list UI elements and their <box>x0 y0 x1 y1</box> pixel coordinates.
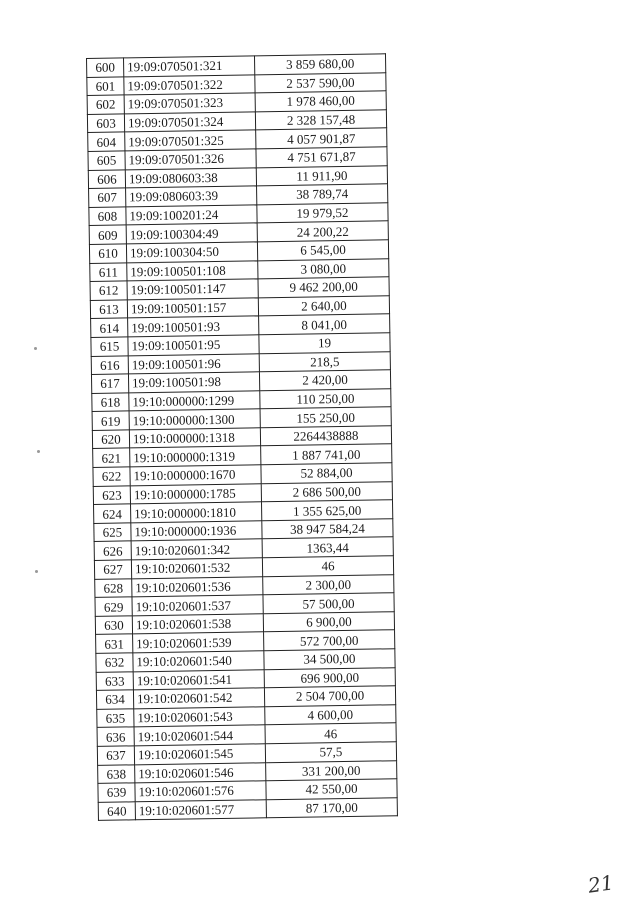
cadastral-value-cell: 4 600,00 <box>265 704 396 725</box>
row-number-cell: 612 <box>90 281 127 300</box>
cadastral-number-cell: 19:10:000000:1785 <box>130 483 261 504</box>
row-number-cell: 624 <box>94 504 131 523</box>
cadastral-number-cell: 19:09:070501:321 <box>124 56 255 77</box>
row-number-cell: 610 <box>89 244 126 263</box>
cadastral-value-cell: 4 751 671,87 <box>256 147 387 168</box>
cadastral-value-cell: 2264438888 <box>260 426 391 447</box>
cadastral-number-cell: 19:10:020601:342 <box>131 539 262 560</box>
row-number-cell: 620 <box>92 430 129 449</box>
row-number-cell: 622 <box>93 467 130 486</box>
cadastral-value-cell: 34 500,00 <box>264 649 395 670</box>
cadastral-value-cell: 38 947 584,24 <box>262 519 393 540</box>
cadastral-number-cell: 19:09:100501:147 <box>127 279 258 300</box>
cadastral-number-cell: 19:10:020601:545 <box>134 744 265 765</box>
row-number-cell: 608 <box>89 207 126 226</box>
cadastral-value-cell: 218,5 <box>259 351 390 372</box>
cadastral-number-cell: 19:10:000000:1810 <box>131 502 262 523</box>
cadastral-number-cell: 19:09:100304:50 <box>126 242 257 263</box>
cadastral-value-cell: 46 <box>265 723 396 744</box>
cadastral-value-cell: 6 545,00 <box>257 240 388 261</box>
row-number-cell: 640 <box>98 802 135 821</box>
cadastral-number-cell: 19:10:000000:1319 <box>130 446 261 467</box>
cadastral-value-cell: 19 979,52 <box>257 203 388 224</box>
row-number-cell: 627 <box>94 560 131 579</box>
row-number-cell: 639 <box>98 783 135 802</box>
row-number-cell: 601 <box>87 77 124 96</box>
cadastral-number-cell: 19:09:070501:323 <box>124 93 255 114</box>
cadastral-number-cell: 19:09:080603:38 <box>125 167 256 188</box>
cadastral-number-cell: 19:10:020601:537 <box>132 595 263 616</box>
cadastral-value-cell: 38 789,74 <box>257 184 388 205</box>
row-number-cell: 615 <box>91 337 128 356</box>
cadastral-value-cell: 46 <box>262 556 393 577</box>
cadastral-value-cell: 87 170,00 <box>266 797 397 818</box>
cadastral-value-cell: 110 250,00 <box>260 388 391 409</box>
cadastral-value-cell: 1 887 741,00 <box>261 444 392 465</box>
table-body <box>87 54 398 821</box>
cadastral-value-cell: 2 328 157,48 <box>255 110 386 131</box>
row-number-cell: 636 <box>97 727 134 746</box>
row-number-cell: 619 <box>92 411 129 430</box>
row-number-cell: 617 <box>91 374 128 393</box>
row-number-cell: 606 <box>88 169 125 188</box>
cadastral-value-cell: 1 978 460,00 <box>255 91 386 112</box>
cadastral-number-cell: 19:10:000000:1318 <box>129 428 260 449</box>
cadastral-number-cell: 19:09:070501:325 <box>125 130 256 151</box>
cadastral-value-cell: 6 900,00 <box>263 612 394 633</box>
cadastral-value-cell: 2 537 590,00 <box>255 72 386 93</box>
cadastral-number-cell: 19:09:100501:98 <box>128 372 259 393</box>
cadastral-number-cell: 19:10:020601:544 <box>134 725 265 746</box>
registry-table-container <box>86 53 398 821</box>
table-row <box>98 797 397 820</box>
cadastral-value-cell: 155 250,00 <box>260 407 391 428</box>
cadastral-value-cell: 52 884,00 <box>261 463 392 484</box>
cadastral-value-cell: 2 504 700,00 <box>264 686 395 707</box>
cadastral-number-cell: 19:09:100501:93 <box>128 316 259 337</box>
cadastral-value-table <box>86 53 398 821</box>
row-number-cell: 603 <box>87 114 124 133</box>
row-number-cell: 623 <box>93 486 130 505</box>
row-number-cell: 607 <box>89 188 126 207</box>
cadastral-number-cell: 19:10:000000:1300 <box>129 409 260 430</box>
cadastral-number-cell: 19:10:020601:577 <box>135 800 266 821</box>
row-number-cell: 621 <box>93 448 130 467</box>
row-number-cell: 633 <box>96 671 133 690</box>
cadastral-number-cell: 19:09:100304:49 <box>126 223 257 244</box>
cadastral-value-cell: 696 900,00 <box>264 667 395 688</box>
cadastral-value-cell: 4 057 901,87 <box>256 128 387 149</box>
row-number-cell: 618 <box>92 393 129 412</box>
cadastral-number-cell: 19:09:100501:95 <box>128 335 259 356</box>
cadastral-number-cell: 19:09:100201:24 <box>126 205 257 226</box>
cadastral-value-cell: 19 <box>259 333 390 354</box>
row-number-cell: 611 <box>90 262 127 281</box>
cadastral-value-cell: 1 355 625,00 <box>261 500 392 521</box>
row-number-cell: 630 <box>95 616 132 635</box>
cadastral-value-cell: 331 200,00 <box>266 760 397 781</box>
cadastral-number-cell: 19:10:020601:532 <box>131 558 262 579</box>
row-number-cell: 626 <box>94 541 131 560</box>
row-number-cell: 635 <box>97 709 134 728</box>
row-number-cell: 634 <box>96 690 133 709</box>
cadastral-value-cell: 8 041,00 <box>259 314 390 335</box>
row-number-cell: 605 <box>88 151 125 170</box>
cadastral-number-cell: 19:10:000000:1670 <box>130 465 261 486</box>
row-number-cell: 616 <box>91 355 128 374</box>
cadastral-value-cell: 2 300,00 <box>263 574 394 595</box>
cadastral-number-cell: 19:09:070501:322 <box>124 74 255 95</box>
cadastral-value-cell: 3 080,00 <box>258 258 389 279</box>
cadastral-number-cell: 19:09:100501:157 <box>127 298 258 319</box>
cadastral-value-cell: 11 911,90 <box>256 165 387 186</box>
cadastral-number-cell: 19:10:020601:543 <box>134 707 265 728</box>
cadastral-value-cell: 9 462 200,00 <box>258 277 389 298</box>
handwritten-page-number: 21 <box>586 870 615 898</box>
cadastral-number-cell: 19:10:020601:539 <box>133 632 264 653</box>
cadastral-number-cell: 19:10:020601:541 <box>133 669 264 690</box>
cadastral-value-cell: 3 859 680,00 <box>254 54 385 75</box>
cadastral-number-cell: 19:09:070501:324 <box>124 112 255 133</box>
cadastral-number-cell: 19:10:020601:536 <box>132 576 263 597</box>
row-number-cell: 600 <box>87 58 124 77</box>
row-number-cell: 628 <box>95 578 132 597</box>
row-number-cell: 637 <box>97 746 134 765</box>
row-number-cell: 631 <box>96 634 133 653</box>
cadastral-value-cell: 24 200,22 <box>257 221 388 242</box>
row-number-cell: 625 <box>94 523 131 542</box>
row-number-cell: 638 <box>98 764 135 783</box>
cadastral-value-cell: 572 700,00 <box>264 630 395 651</box>
cadastral-number-cell: 19:10:000000:1936 <box>131 521 262 542</box>
cadastral-number-cell: 19:10:020601:538 <box>132 614 263 635</box>
cadastral-value-cell: 57 500,00 <box>263 593 394 614</box>
row-number-cell: 602 <box>87 95 124 114</box>
cadastral-number-cell: 19:09:100501:108 <box>127 260 258 281</box>
cadastral-number-cell: 19:10:020601:540 <box>133 651 264 672</box>
cadastral-number-cell: 19:10:020601:576 <box>135 781 266 802</box>
row-number-cell: 613 <box>90 300 127 319</box>
cadastral-value-cell: 42 550,00 <box>266 779 397 800</box>
cadastral-number-cell: 19:09:100501:96 <box>128 353 259 374</box>
cadastral-value-cell: 2 420,00 <box>259 370 390 391</box>
cadastral-number-cell: 19:09:080603:39 <box>126 186 257 207</box>
cadastral-value-cell: 2 640,00 <box>258 295 389 316</box>
row-number-cell: 629 <box>95 597 132 616</box>
cadastral-number-cell: 19:10:000000:1299 <box>129 390 260 411</box>
row-number-cell: 604 <box>88 132 125 151</box>
row-number-cell: 609 <box>89 225 126 244</box>
cadastral-value-cell: 57,5 <box>265 742 396 763</box>
row-number-cell: 614 <box>91 318 128 337</box>
cadastral-number-cell: 19:10:020601:542 <box>133 688 264 709</box>
cadastral-value-cell: 2 686 500,00 <box>261 481 392 502</box>
cadastral-number-cell: 19:10:020601:546 <box>135 762 266 783</box>
cadastral-number-cell: 19:09:070501:326 <box>125 149 256 170</box>
cadastral-value-cell: 1363,44 <box>262 537 393 558</box>
row-number-cell: 632 <box>96 653 133 672</box>
